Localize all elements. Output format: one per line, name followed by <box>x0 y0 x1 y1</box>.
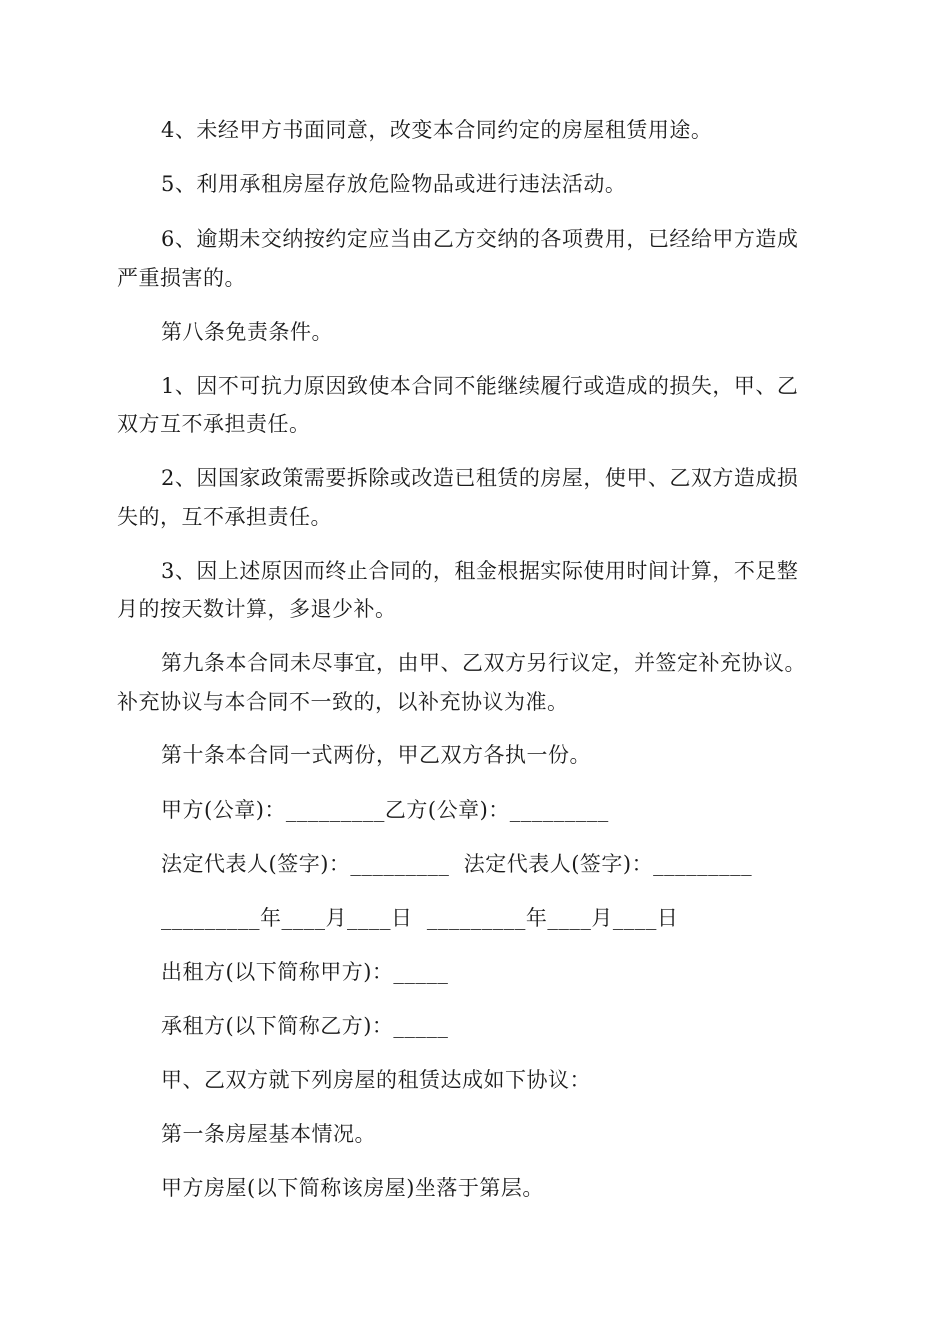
clause-9-line-2: 补充协议与本合同不一致的，以补充协议为准。 <box>117 690 569 714</box>
signature-date-line: _________年____月____日 _________年____月____日 <box>161 906 679 930</box>
signature-seal-line: 甲方(公章)：_________乙方(公章)：_________ <box>161 798 609 822</box>
clause-7-item-4: 4、未经甲方书面同意，改变本合同约定的房屋租赁用途。 <box>161 118 713 142</box>
property-location-line: 甲方房屋(以下简称该房屋)坐落于第层。 <box>161 1176 544 1200</box>
clause-10: 第十条本合同一式两份，甲乙双方各执一份。 <box>161 743 591 767</box>
clause-8-item-2-line-1: 2、因国家政策需要拆除或改造已租赁的房屋，使甲、乙双方造成损 <box>161 466 799 490</box>
lessee-line: 承租方(以下简称乙方)：_____ <box>161 1014 449 1038</box>
lessor-line: 出租方(以下简称甲方)：_____ <box>161 960 449 984</box>
clause-8-item-2-line-2: 失的，互不承担责任。 <box>117 505 332 529</box>
clause-8-item-1-line-2: 双方互不承担责任。 <box>117 412 311 436</box>
clause-8-item-3-line-2: 月的按天数计算，多退少补。 <box>117 597 397 621</box>
clause-8-item-3-line-1: 3、因上述原因而终止合同的，租金根据实际使用时间计算，不足整 <box>161 559 799 583</box>
clause-9-line-1: 第九条本合同未尽事宜，由甲、乙双方另行议定，并签定补充协议。 <box>161 651 806 675</box>
clause-7-item-5: 5、利用承租房屋存放危险物品或进行违法活动。 <box>161 172 627 196</box>
clause-8-item-1-line-1: 1、因不可抗力原因致使本合同不能继续履行或造成的损失，甲、乙 <box>161 374 799 398</box>
clause-8-heading: 第八条免责条件。 <box>161 320 333 344</box>
clause-1-heading: 第一条房屋基本情况。 <box>161 1122 376 1146</box>
signature-representative-line: 法定代表人(签字)：_________ 法定代表人(签字)：_________ <box>161 852 753 876</box>
agreement-intro: 甲、乙双方就下列房屋的租赁达成如下协议： <box>161 1068 591 1092</box>
clause-7-item-6-line-2: 严重损害的。 <box>117 266 246 290</box>
clause-7-item-6-line-1: 6、逾期未交纳按约定应当由乙方交纳的各项费用，已经给甲方造成 <box>161 227 799 251</box>
